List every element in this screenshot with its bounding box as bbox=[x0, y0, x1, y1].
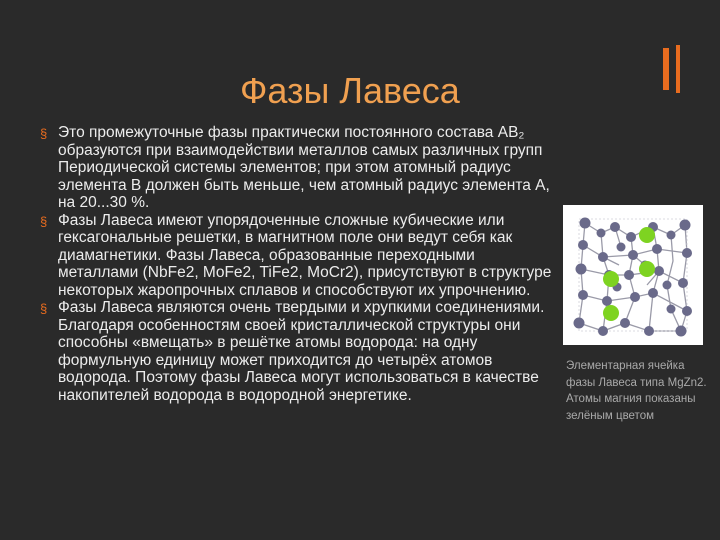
bullet-text-2: Фазы Лавеса имеют упорядоченные сложные кубические или гексагональные решетки, в магнитном поле они ведут себя как диамагнетики. Фазы Лавеса, образованные переходными металлами (NbFe2, MoFe2, TiFe2, MoCr2), присутствуют в структуре некоторых жаропрочных сплавов и способствуют их упрочнению. bbox=[58, 211, 552, 299]
bullet-item-2 bbox=[40, 212, 555, 300]
square-bullet-icon: § bbox=[40, 213, 48, 229]
bullet-list bbox=[40, 124, 555, 404]
slide-title: Фазы Лавеса bbox=[240, 70, 460, 111]
figure-caption: Элементарная ячейка фазы Лавеса типа MgZn2. Атомы магния показаны зелёным цветом bbox=[566, 360, 707, 422]
bullet-text-3: Фазы Лавеса являются очень твердыми и хрупкими соединениями. Благодаря особенностям своей кристаллической структуры они способны «вмещать» в решётке атомы водорода: на одну формульную единицу может приходится до четырёх атомов водорода. Поэтому фазы Лавеса могут использоваться в качестве накопителей водорода в водородной энергетике. bbox=[58, 299, 545, 404]
bullet-item-3 bbox=[40, 299, 555, 404]
crystal-lattice-svg bbox=[563, 205, 703, 345]
crystal-lattice-image bbox=[563, 205, 703, 345]
bullet-item-1 bbox=[40, 124, 555, 212]
square-bullet-icon: § bbox=[40, 126, 48, 141]
square-bullet-icon: § bbox=[40, 301, 48, 316]
bullet-text-1: Это промежуточные фазы практически постоянного состава АВ₂ образуются при взаимодействии металлов самых различных групп Периодической системы элементов; при этом атомный радиус элемента В должен быть меньше, чем атомный радиус элемента А, на 20...30 %. bbox=[58, 124, 550, 211]
accent-bar-left bbox=[663, 48, 669, 90]
accent-bar-right bbox=[676, 45, 680, 93]
